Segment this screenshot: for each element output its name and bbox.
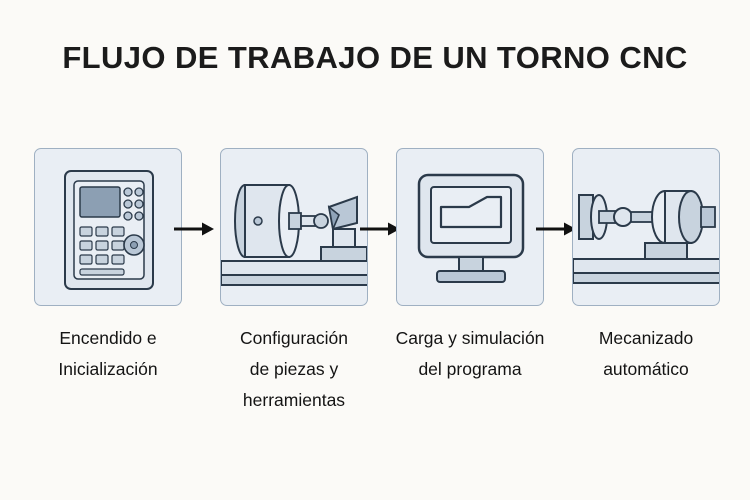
lathe-chuck-tool-setup-icon [221, 149, 368, 306]
page-title: FLUJO DE TRABAJO DE UN TORNO CNC [62, 40, 688, 75]
step-2-caption [210, 323, 378, 416]
step-1-caption-line1: Encendido e [59, 328, 157, 348]
arrow-step1-to-step2 [174, 222, 214, 236]
step-2-caption-line1: Configuración [240, 328, 348, 348]
step-1-card[interactable] [34, 148, 182, 306]
step-1-caption [24, 323, 192, 385]
cnc-control-panel-icon [35, 149, 182, 306]
step-3-card[interactable] [396, 148, 544, 306]
step-3[interactable] [395, 148, 545, 379]
step-3-caption [386, 323, 554, 385]
step-2-caption-line3: herramientas [242, 390, 346, 410]
step-4-card[interactable] [572, 148, 720, 306]
step-3-caption-line1: Carga y simulación [395, 328, 545, 348]
arrow-step3-to-step4 [536, 222, 576, 236]
step-4-caption-line1: Mecanizado [598, 328, 694, 348]
step-1[interactable] [34, 148, 182, 379]
step-4-caption [562, 323, 730, 385]
monitor-program-simulation-icon [397, 149, 544, 306]
arrow-step2-to-step3 [360, 222, 400, 236]
step-4-caption-line2: automático [603, 359, 689, 379]
cnc-lathe-machining-icon [573, 149, 720, 306]
step-2[interactable] [220, 148, 368, 410]
step-3-caption-line2: del programa [418, 359, 522, 379]
step-1-caption-line2: Inicialización [58, 359, 158, 379]
step-4[interactable] [572, 148, 720, 379]
step-2-caption-line2: de piezas y [249, 359, 339, 379]
step-2-card[interactable] [220, 148, 368, 306]
